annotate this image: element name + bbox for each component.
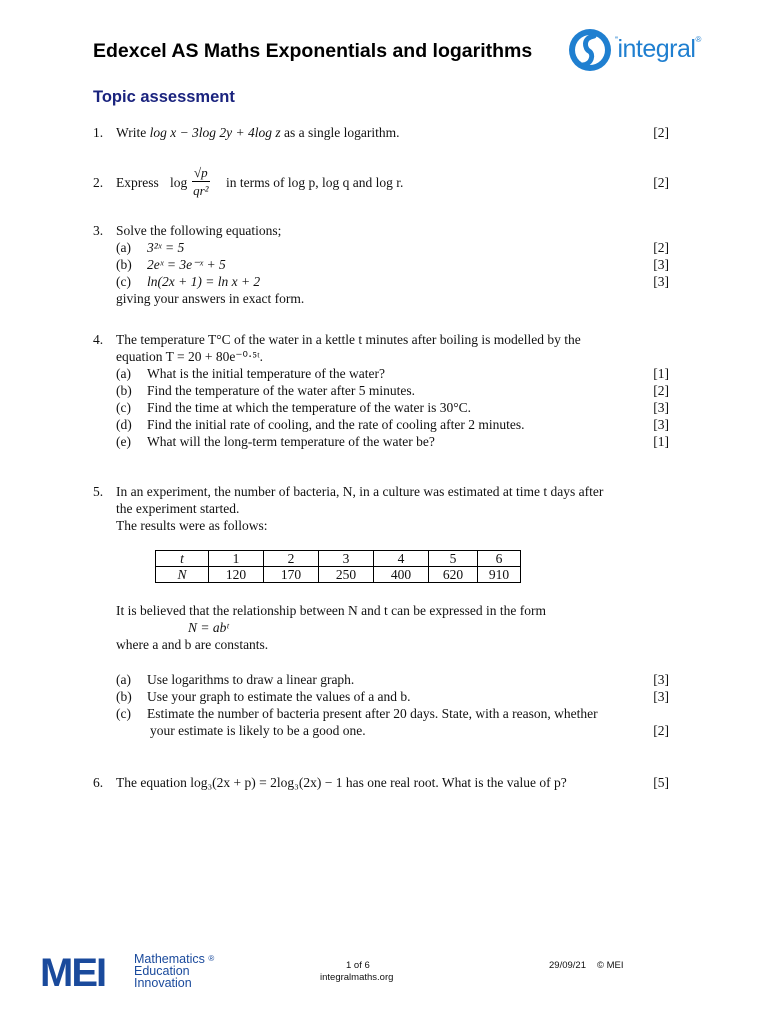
question-text: Write log x − 3log 2y + 4log z as a single logarithm. xyxy=(116,125,400,140)
part-label: (a) xyxy=(116,366,131,381)
table-header-cell: N xyxy=(156,567,209,583)
table-cell: 6 xyxy=(478,551,521,567)
question-text: The results were as follows: xyxy=(116,518,268,533)
table-cell: 170 xyxy=(264,567,319,583)
question-part xyxy=(93,365,669,382)
marks: [1] xyxy=(653,434,669,449)
question-3 xyxy=(93,222,669,307)
question-4 xyxy=(93,331,669,450)
website: integralmaths.org xyxy=(320,972,394,983)
part-label: (b) xyxy=(116,689,132,704)
marks: [3] xyxy=(653,417,669,432)
part-text: Use logarithms to draw a linear graph. xyxy=(147,672,355,687)
mei-logo-letters: MEI xyxy=(40,951,106,995)
table-cell: 400 xyxy=(374,567,429,583)
table-cell: 1 xyxy=(209,551,264,567)
question-number: 6. xyxy=(93,775,104,790)
question-text-post: in terms of log p, log q and log r. xyxy=(226,175,404,190)
question-part xyxy=(93,416,669,433)
question-6 xyxy=(93,774,669,791)
question-text: The temperature T°C of the water in a kettle t minutes after boiling is modelled by the xyxy=(116,332,581,347)
part-label: (c) xyxy=(116,400,131,415)
question-part xyxy=(93,273,669,290)
question-number: 3. xyxy=(93,223,104,238)
mei-logo-words: Mathematics ® Education Innovation xyxy=(134,952,215,990)
log-text: log xyxy=(170,175,188,190)
part-label: (c) xyxy=(116,706,131,721)
question-part xyxy=(93,433,669,450)
table-cell: 620 xyxy=(429,567,478,583)
marks: [2] xyxy=(653,723,669,738)
table-cell: 910 xyxy=(478,567,521,583)
part-text: Estimate the number of bacteria present after 20 days. State, with a reason, whether xyxy=(147,706,598,721)
section-heading: Topic assessment xyxy=(93,88,235,106)
table-row xyxy=(156,567,521,583)
marks: [2] xyxy=(653,240,669,255)
table-cell: 4 xyxy=(374,551,429,567)
table-cell: 250 xyxy=(319,567,374,583)
question-5-continued xyxy=(93,602,669,653)
part-text: What is the initial temperature of the water? xyxy=(147,366,386,381)
table-cell: 3 xyxy=(319,551,374,567)
integral-logo-text: ''integral® xyxy=(615,35,701,63)
part-text: 2eˣ = 3e⁻ˣ + 5 xyxy=(147,257,226,272)
question-part xyxy=(93,688,669,705)
part-text: Find the initial rate of cooling, and the rate of cooling after 2 minutes. xyxy=(147,417,525,432)
question-number: 2. xyxy=(93,175,104,190)
table-cell: 5 xyxy=(429,551,478,567)
question-text: Solve the following equations; xyxy=(116,223,282,238)
question-number: 1. xyxy=(93,125,104,140)
part-label: (a) xyxy=(116,240,131,255)
math-expression: log x − 3log 2y + 4log z xyxy=(149,125,281,140)
marks: [3] xyxy=(653,689,669,704)
question-part xyxy=(93,256,669,273)
question-text: equation T = 20 + 80e⁻⁰·⁵ᵗ. xyxy=(116,349,264,364)
question-part xyxy=(93,705,669,722)
part-text: 3²ˣ = 5 xyxy=(147,240,185,255)
question-text: In an experiment, the number of bacteria, N, in a culture was estimated at time t days after xyxy=(116,484,604,499)
part-text: What will the long-term temperature of the water be? xyxy=(147,434,435,449)
model-formula: N = abᵗ xyxy=(188,620,229,635)
copyright: © MEI xyxy=(597,960,624,971)
fraction-denominator: qr² xyxy=(193,183,209,198)
question-number: 5. xyxy=(93,484,104,499)
marks: [2] xyxy=(653,175,669,190)
question-1 xyxy=(93,124,669,141)
marks: [1] xyxy=(653,366,669,381)
question-part xyxy=(93,399,669,416)
part-text: Find the time at which the temperature of the water is 30°C. xyxy=(147,400,472,415)
marks: [3] xyxy=(653,400,669,415)
page-number: 1 of 6 xyxy=(346,960,370,971)
fraction xyxy=(192,164,210,199)
question-text: where a and b are constants. xyxy=(116,637,269,652)
question-5-parts xyxy=(93,671,669,739)
question-number: 4. xyxy=(93,332,104,347)
fraction-numerator: √p xyxy=(194,165,208,180)
marks: [5] xyxy=(653,775,669,790)
integral-logo xyxy=(567,27,717,73)
table-row xyxy=(156,551,521,567)
part-label: (d) xyxy=(116,417,132,432)
results-table xyxy=(155,550,521,583)
part-text: ln(2x + 1) = ln x + 2 xyxy=(147,274,261,289)
question-2 xyxy=(93,164,669,202)
question-5 xyxy=(93,483,669,534)
part-label: (b) xyxy=(116,383,132,398)
part-label: (e) xyxy=(116,434,131,449)
marks: [2] xyxy=(653,383,669,398)
date: 29/09/21 xyxy=(549,960,586,971)
question-text-pre: Express xyxy=(116,175,159,190)
part-text: Use your graph to estimate the values of a and b. xyxy=(147,689,411,704)
table-cell: 120 xyxy=(209,567,264,583)
part-label: (b) xyxy=(116,257,132,272)
question-text: It is believed that the relationship between N and t can be expressed in the form xyxy=(116,603,546,618)
question-part-continued xyxy=(93,722,669,739)
marks: [3] xyxy=(653,274,669,289)
part-text: Find the temperature of the water after 5 minutes. xyxy=(147,383,416,398)
question-part xyxy=(93,671,669,688)
part-text: your estimate is likely to be a good one. xyxy=(150,723,366,738)
table-cell: 2 xyxy=(264,551,319,567)
question-part xyxy=(93,239,669,256)
question-part xyxy=(93,382,669,399)
question-outro: giving your answers in exact form. xyxy=(116,291,305,306)
question-text: the experiment started. xyxy=(116,501,240,516)
marks: [3] xyxy=(653,672,669,687)
marks: [2] xyxy=(653,125,669,140)
part-label: (c) xyxy=(116,274,131,289)
question-text: The equation log₃(2x + p) = 2log₃(2x) − 1 has one real root. What is the value of p? xyxy=(116,775,567,790)
table-header-cell: t xyxy=(156,551,209,567)
part-label: (a) xyxy=(116,672,131,687)
document-title: Edexcel AS Maths Exponentials and logarithms xyxy=(93,40,533,62)
integral-logo-icon xyxy=(567,27,613,73)
marks: [3] xyxy=(653,257,669,272)
